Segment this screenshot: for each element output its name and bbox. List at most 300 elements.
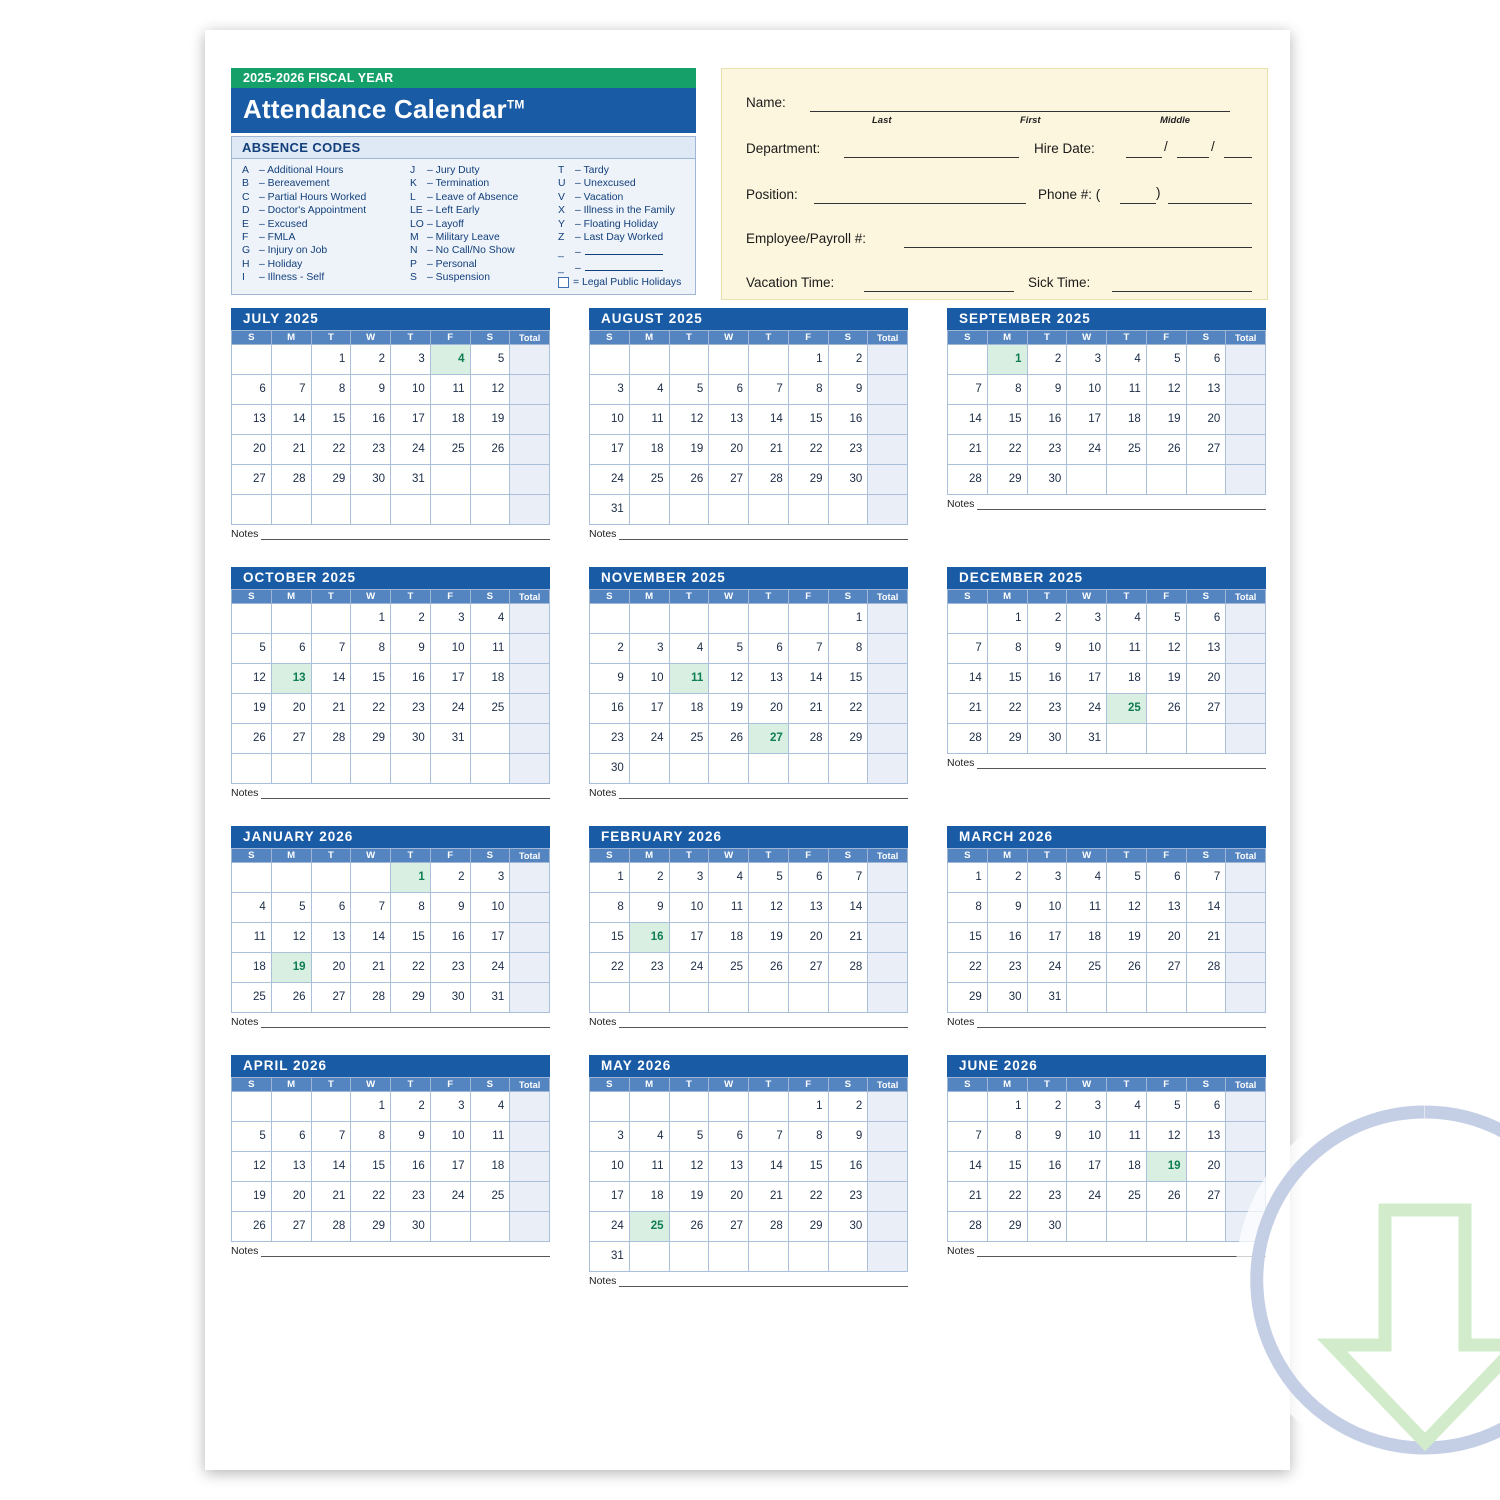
day-cell[interactable]: 9 bbox=[828, 1122, 868, 1152]
day-cell[interactable]: 10 bbox=[1067, 1122, 1107, 1152]
day-cell[interactable]: 18 bbox=[470, 1152, 510, 1182]
day-cell[interactable] bbox=[590, 345, 630, 375]
day-cell[interactable]: 8 bbox=[948, 893, 988, 923]
day-cell[interactable]: 5 bbox=[232, 634, 272, 664]
day-cell[interactable]: 14 bbox=[749, 405, 789, 435]
day-cell[interactable]: 27 bbox=[271, 724, 311, 754]
day-cell[interactable]: 29 bbox=[987, 724, 1027, 754]
day-cell[interactable]: 31 bbox=[1067, 724, 1107, 754]
day-cell[interactable] bbox=[629, 495, 669, 525]
day-cell[interactable]: 10 bbox=[430, 1122, 470, 1152]
day-cell[interactable]: 15 bbox=[987, 405, 1027, 435]
day-cell[interactable]: 23 bbox=[828, 1182, 868, 1212]
day-cell[interactable]: 6 bbox=[1186, 604, 1226, 634]
week-total-cell[interactable] bbox=[510, 893, 550, 923]
blank-code-line[interactable] bbox=[585, 244, 663, 255]
day-cell[interactable] bbox=[590, 1092, 630, 1122]
day-cell[interactable]: 4 bbox=[669, 634, 709, 664]
week-total-cell[interactable] bbox=[868, 724, 908, 754]
day-cell[interactable]: 15 bbox=[788, 405, 828, 435]
day-cell[interactable]: 15 bbox=[351, 1152, 391, 1182]
day-cell[interactable]: 20 bbox=[232, 435, 272, 465]
day-cell[interactable] bbox=[1067, 983, 1107, 1013]
day-cell[interactable] bbox=[669, 754, 709, 784]
day-cell[interactable]: 21 bbox=[749, 435, 789, 465]
day-cell[interactable]: 1 bbox=[311, 345, 351, 375]
day-cell[interactable]: 11 bbox=[1067, 893, 1107, 923]
day-cell[interactable]: 24 bbox=[391, 435, 431, 465]
day-cell[interactable] bbox=[590, 983, 630, 1013]
day-cell[interactable] bbox=[391, 754, 431, 784]
day-cell[interactable] bbox=[271, 754, 311, 784]
day-cell[interactable]: 16 bbox=[828, 1152, 868, 1182]
day-cell[interactable]: 15 bbox=[987, 1152, 1027, 1182]
day-cell[interactable] bbox=[232, 754, 272, 784]
day-cell[interactable]: 4 bbox=[470, 604, 510, 634]
day-cell[interactable]: 12 bbox=[232, 1152, 272, 1182]
day-cell[interactable]: 30 bbox=[828, 1212, 868, 1242]
day-cell[interactable]: 29 bbox=[351, 724, 391, 754]
day-cell[interactable]: 14 bbox=[948, 405, 988, 435]
day-cell[interactable]: 2 bbox=[1027, 604, 1067, 634]
day-cell[interactable] bbox=[271, 604, 311, 634]
day-cell[interactable] bbox=[629, 754, 669, 784]
payroll-input[interactable] bbox=[904, 232, 1252, 248]
week-total-cell[interactable] bbox=[868, 953, 908, 983]
hire-date-day-input[interactable] bbox=[1177, 142, 1209, 158]
day-cell[interactable]: 13 bbox=[788, 893, 828, 923]
day-cell[interactable]: 2 bbox=[629, 863, 669, 893]
notes-input[interactable] bbox=[261, 528, 550, 540]
day-cell[interactable] bbox=[232, 495, 272, 525]
day-cell[interactable]: 7 bbox=[828, 863, 868, 893]
day-cell[interactable]: 10 bbox=[1027, 893, 1067, 923]
day-cell[interactable]: 30 bbox=[1027, 724, 1067, 754]
day-cell[interactable]: 17 bbox=[430, 664, 470, 694]
day-cell[interactable]: 27 bbox=[271, 1212, 311, 1242]
day-cell[interactable] bbox=[709, 495, 749, 525]
day-cell[interactable] bbox=[669, 983, 709, 1013]
day-cell[interactable]: 6 bbox=[788, 863, 828, 893]
week-total-cell[interactable] bbox=[868, 465, 908, 495]
day-cell[interactable]: 26 bbox=[1107, 953, 1147, 983]
week-total-cell[interactable] bbox=[1226, 863, 1266, 893]
day-cell[interactable] bbox=[1067, 465, 1107, 495]
day-cell[interactable]: 28 bbox=[311, 1212, 351, 1242]
day-cell[interactable]: 16 bbox=[351, 405, 391, 435]
day-cell[interactable]: 29 bbox=[391, 983, 431, 1013]
day-cell[interactable]: 18 bbox=[629, 1182, 669, 1212]
day-cell[interactable]: 1 bbox=[391, 863, 431, 893]
day-cell[interactable]: 4 bbox=[1107, 1092, 1147, 1122]
day-cell[interactable]: 17 bbox=[590, 435, 630, 465]
day-cell[interactable]: 4 bbox=[470, 1092, 510, 1122]
vacation-time-input[interactable] bbox=[864, 276, 1014, 292]
day-cell[interactable]: 3 bbox=[1067, 604, 1107, 634]
day-cell[interactable]: 5 bbox=[1146, 1092, 1186, 1122]
week-total-cell[interactable] bbox=[510, 1092, 550, 1122]
day-cell[interactable]: 3 bbox=[590, 375, 630, 405]
day-cell[interactable]: 24 bbox=[1067, 435, 1107, 465]
day-cell[interactable]: 18 bbox=[1067, 923, 1107, 953]
day-cell[interactable]: 10 bbox=[391, 375, 431, 405]
day-cell[interactable]: 20 bbox=[311, 953, 351, 983]
day-cell[interactable]: 7 bbox=[1186, 863, 1226, 893]
day-cell[interactable]: 8 bbox=[311, 375, 351, 405]
day-cell[interactable] bbox=[271, 1092, 311, 1122]
day-cell[interactable]: 30 bbox=[590, 754, 630, 784]
week-total-cell[interactable] bbox=[1226, 953, 1266, 983]
day-cell[interactable]: 20 bbox=[749, 694, 789, 724]
day-cell[interactable]: 6 bbox=[311, 893, 351, 923]
day-cell[interactable]: 5 bbox=[709, 634, 749, 664]
day-cell[interactable]: 19 bbox=[470, 405, 510, 435]
day-cell[interactable]: 13 bbox=[749, 664, 789, 694]
day-cell[interactable]: 26 bbox=[271, 983, 311, 1013]
day-cell[interactable]: 20 bbox=[271, 1182, 311, 1212]
day-cell[interactable]: 27 bbox=[1186, 694, 1226, 724]
day-cell[interactable]: 19 bbox=[669, 1182, 709, 1212]
day-cell[interactable]: 27 bbox=[788, 953, 828, 983]
day-cell[interactable]: 22 bbox=[391, 953, 431, 983]
day-cell[interactable]: 8 bbox=[590, 893, 630, 923]
day-cell[interactable]: 20 bbox=[271, 694, 311, 724]
day-cell[interactable]: 14 bbox=[948, 1152, 988, 1182]
phone-area-input[interactable] bbox=[1120, 188, 1156, 204]
week-total-cell[interactable] bbox=[868, 664, 908, 694]
day-cell[interactable] bbox=[629, 604, 669, 634]
day-cell[interactable]: 25 bbox=[470, 694, 510, 724]
day-cell[interactable]: 15 bbox=[987, 664, 1027, 694]
day-cell[interactable] bbox=[629, 983, 669, 1013]
day-cell[interactable]: 12 bbox=[1146, 375, 1186, 405]
day-cell[interactable]: 25 bbox=[430, 435, 470, 465]
day-cell[interactable]: 4 bbox=[1107, 604, 1147, 634]
day-cell[interactable]: 7 bbox=[948, 1122, 988, 1152]
day-cell[interactable]: 28 bbox=[828, 953, 868, 983]
sick-time-input[interactable] bbox=[1112, 276, 1252, 292]
department-input[interactable] bbox=[844, 142, 1019, 158]
day-cell[interactable] bbox=[948, 1092, 988, 1122]
day-cell[interactable]: 4 bbox=[430, 345, 470, 375]
day-cell[interactable]: 30 bbox=[351, 465, 391, 495]
day-cell[interactable]: 2 bbox=[391, 1092, 431, 1122]
day-cell[interactable] bbox=[749, 495, 789, 525]
day-cell[interactable]: 9 bbox=[987, 893, 1027, 923]
day-cell[interactable]: 10 bbox=[470, 893, 510, 923]
week-total-cell[interactable] bbox=[510, 495, 550, 525]
day-cell[interactable] bbox=[749, 1242, 789, 1272]
day-cell[interactable]: 14 bbox=[311, 1152, 351, 1182]
day-cell[interactable]: 8 bbox=[351, 634, 391, 664]
day-cell[interactable]: 27 bbox=[1146, 953, 1186, 983]
day-cell[interactable]: 22 bbox=[987, 1182, 1027, 1212]
day-cell[interactable]: 27 bbox=[1186, 1182, 1226, 1212]
day-cell[interactable]: 12 bbox=[470, 375, 510, 405]
day-cell[interactable]: 17 bbox=[629, 694, 669, 724]
day-cell[interactable] bbox=[470, 495, 510, 525]
day-cell[interactable] bbox=[669, 1242, 709, 1272]
day-cell[interactable] bbox=[828, 1242, 868, 1272]
day-cell[interactable]: 1 bbox=[788, 1092, 828, 1122]
day-cell[interactable]: 17 bbox=[669, 923, 709, 953]
day-cell[interactable]: 31 bbox=[590, 495, 630, 525]
day-cell[interactable]: 9 bbox=[590, 664, 630, 694]
notes-input[interactable] bbox=[977, 1245, 1266, 1257]
day-cell[interactable] bbox=[709, 983, 749, 1013]
week-total-cell[interactable] bbox=[1226, 435, 1266, 465]
day-cell[interactable]: 25 bbox=[1107, 694, 1147, 724]
day-cell[interactable]: 12 bbox=[1146, 634, 1186, 664]
day-cell[interactable] bbox=[709, 345, 749, 375]
day-cell[interactable]: 23 bbox=[590, 724, 630, 754]
week-total-cell[interactable] bbox=[868, 375, 908, 405]
week-total-cell[interactable] bbox=[1226, 724, 1266, 754]
day-cell[interactable]: 11 bbox=[232, 923, 272, 953]
week-total-cell[interactable] bbox=[1226, 923, 1266, 953]
day-cell[interactable]: 6 bbox=[271, 1122, 311, 1152]
day-cell[interactable] bbox=[391, 495, 431, 525]
day-cell[interactable]: 23 bbox=[1027, 1182, 1067, 1212]
day-cell[interactable]: 13 bbox=[1146, 893, 1186, 923]
day-cell[interactable]: 17 bbox=[470, 923, 510, 953]
day-cell[interactable]: 6 bbox=[1146, 863, 1186, 893]
day-cell[interactable]: 9 bbox=[391, 634, 431, 664]
day-cell[interactable]: 5 bbox=[669, 375, 709, 405]
day-cell[interactable]: 30 bbox=[391, 724, 431, 754]
day-cell[interactable]: 11 bbox=[1107, 375, 1147, 405]
day-cell[interactable]: 5 bbox=[669, 1122, 709, 1152]
day-cell[interactable]: 19 bbox=[709, 694, 749, 724]
day-cell[interactable]: 2 bbox=[1027, 345, 1067, 375]
day-cell[interactable]: 25 bbox=[669, 724, 709, 754]
day-cell[interactable]: 6 bbox=[709, 375, 749, 405]
week-total-cell[interactable] bbox=[868, 634, 908, 664]
day-cell[interactable]: 2 bbox=[828, 345, 868, 375]
day-cell[interactable]: 8 bbox=[351, 1122, 391, 1152]
day-cell[interactable] bbox=[629, 1092, 669, 1122]
notes-input[interactable] bbox=[619, 1275, 908, 1287]
day-cell[interactable]: 8 bbox=[828, 634, 868, 664]
day-cell[interactable]: 25 bbox=[1107, 1182, 1147, 1212]
day-cell[interactable]: 18 bbox=[669, 694, 709, 724]
day-cell[interactable]: 13 bbox=[709, 1152, 749, 1182]
day-cell[interactable]: 25 bbox=[470, 1182, 510, 1212]
notes-input[interactable] bbox=[261, 1016, 550, 1028]
day-cell[interactable]: 9 bbox=[629, 893, 669, 923]
day-cell[interactable]: 16 bbox=[1027, 405, 1067, 435]
day-cell[interactable]: 24 bbox=[629, 724, 669, 754]
day-cell[interactable]: 10 bbox=[629, 664, 669, 694]
day-cell[interactable]: 19 bbox=[749, 923, 789, 953]
day-cell[interactable]: 3 bbox=[1067, 1092, 1107, 1122]
day-cell[interactable]: 29 bbox=[311, 465, 351, 495]
day-cell[interactable]: 28 bbox=[749, 1212, 789, 1242]
week-total-cell[interactable] bbox=[510, 405, 550, 435]
day-cell[interactable]: 13 bbox=[311, 923, 351, 953]
day-cell[interactable]: 21 bbox=[828, 923, 868, 953]
day-cell[interactable]: 29 bbox=[987, 1212, 1027, 1242]
day-cell[interactable]: 25 bbox=[629, 1212, 669, 1242]
day-cell[interactable]: 9 bbox=[1027, 1122, 1067, 1152]
day-cell[interactable]: 5 bbox=[470, 345, 510, 375]
day-cell[interactable]: 27 bbox=[749, 724, 789, 754]
day-cell[interactable]: 19 bbox=[1146, 405, 1186, 435]
day-cell[interactable] bbox=[430, 754, 470, 784]
week-total-cell[interactable] bbox=[510, 1182, 550, 1212]
day-cell[interactable] bbox=[232, 604, 272, 634]
day-cell[interactable]: 17 bbox=[391, 405, 431, 435]
notes-input[interactable] bbox=[619, 528, 908, 540]
day-cell[interactable] bbox=[1107, 1212, 1147, 1242]
name-input[interactable] bbox=[810, 96, 1230, 112]
day-cell[interactable]: 18 bbox=[1107, 664, 1147, 694]
day-cell[interactable]: 2 bbox=[987, 863, 1027, 893]
day-cell[interactable]: 21 bbox=[788, 694, 828, 724]
day-cell[interactable]: 24 bbox=[470, 953, 510, 983]
notes-input[interactable] bbox=[261, 1245, 550, 1257]
day-cell[interactable]: 10 bbox=[430, 634, 470, 664]
week-total-cell[interactable] bbox=[868, 983, 908, 1013]
day-cell[interactable]: 22 bbox=[987, 435, 1027, 465]
day-cell[interactable] bbox=[1107, 465, 1147, 495]
week-total-cell[interactable] bbox=[510, 604, 550, 634]
day-cell[interactable]: 10 bbox=[669, 893, 709, 923]
day-cell[interactable]: 22 bbox=[948, 953, 988, 983]
day-cell[interactable] bbox=[788, 495, 828, 525]
day-cell[interactable] bbox=[828, 495, 868, 525]
day-cell[interactable]: 21 bbox=[271, 435, 311, 465]
day-cell[interactable]: 2 bbox=[828, 1092, 868, 1122]
day-cell[interactable]: 3 bbox=[1027, 863, 1067, 893]
day-cell[interactable]: 16 bbox=[590, 694, 630, 724]
day-cell[interactable] bbox=[1146, 465, 1186, 495]
day-cell[interactable]: 6 bbox=[749, 634, 789, 664]
day-cell[interactable] bbox=[1107, 983, 1147, 1013]
day-cell[interactable]: 18 bbox=[470, 664, 510, 694]
day-cell[interactable]: 6 bbox=[1186, 1092, 1226, 1122]
day-cell[interactable] bbox=[311, 604, 351, 634]
day-cell[interactable]: 7 bbox=[948, 375, 988, 405]
week-total-cell[interactable] bbox=[1226, 634, 1266, 664]
week-total-cell[interactable] bbox=[510, 634, 550, 664]
day-cell[interactable]: 3 bbox=[470, 863, 510, 893]
day-cell[interactable] bbox=[470, 465, 510, 495]
day-cell[interactable]: 12 bbox=[749, 893, 789, 923]
week-total-cell[interactable] bbox=[1226, 345, 1266, 375]
day-cell[interactable] bbox=[351, 495, 391, 525]
phone-number-input[interactable] bbox=[1168, 188, 1252, 204]
day-cell[interactable]: 15 bbox=[311, 405, 351, 435]
day-cell[interactable] bbox=[749, 983, 789, 1013]
day-cell[interactable]: 25 bbox=[709, 953, 749, 983]
day-cell[interactable]: 9 bbox=[351, 375, 391, 405]
day-cell[interactable]: 31 bbox=[590, 1242, 630, 1272]
day-cell[interactable] bbox=[271, 863, 311, 893]
day-cell[interactable]: 9 bbox=[430, 893, 470, 923]
day-cell[interactable]: 12 bbox=[232, 664, 272, 694]
day-cell[interactable]: 18 bbox=[1107, 1152, 1147, 1182]
day-cell[interactable]: 5 bbox=[749, 863, 789, 893]
day-cell[interactable]: 11 bbox=[629, 405, 669, 435]
day-cell[interactable]: 14 bbox=[948, 664, 988, 694]
day-cell[interactable]: 1 bbox=[828, 604, 868, 634]
day-cell[interactable]: 4 bbox=[232, 893, 272, 923]
day-cell[interactable]: 10 bbox=[590, 1152, 630, 1182]
day-cell[interactable]: 23 bbox=[629, 953, 669, 983]
day-cell[interactable]: 1 bbox=[987, 1092, 1027, 1122]
week-total-cell[interactable] bbox=[1226, 375, 1266, 405]
week-total-cell[interactable] bbox=[510, 923, 550, 953]
day-cell[interactable]: 21 bbox=[948, 694, 988, 724]
day-cell[interactable]: 26 bbox=[232, 1212, 272, 1242]
day-cell[interactable]: 30 bbox=[987, 983, 1027, 1013]
day-cell[interactable]: 26 bbox=[1146, 694, 1186, 724]
day-cell[interactable] bbox=[271, 345, 311, 375]
day-cell[interactable]: 14 bbox=[749, 1152, 789, 1182]
day-cell[interactable]: 4 bbox=[1107, 345, 1147, 375]
day-cell[interactable]: 8 bbox=[391, 893, 431, 923]
day-cell[interactable]: 26 bbox=[709, 724, 749, 754]
week-total-cell[interactable] bbox=[1226, 694, 1266, 724]
day-cell[interactable] bbox=[669, 495, 709, 525]
week-total-cell[interactable] bbox=[510, 345, 550, 375]
day-cell[interactable]: 29 bbox=[828, 724, 868, 754]
day-cell[interactable]: 2 bbox=[1027, 1092, 1067, 1122]
week-total-cell[interactable] bbox=[1226, 983, 1266, 1013]
week-total-cell[interactable] bbox=[868, 405, 908, 435]
day-cell[interactable]: 13 bbox=[709, 405, 749, 435]
day-cell[interactable]: 2 bbox=[351, 345, 391, 375]
day-cell[interactable]: 1 bbox=[351, 1092, 391, 1122]
week-total-cell[interactable] bbox=[868, 1092, 908, 1122]
day-cell[interactable]: 3 bbox=[430, 1092, 470, 1122]
week-total-cell[interactable] bbox=[868, 435, 908, 465]
day-cell[interactable]: 27 bbox=[1186, 435, 1226, 465]
day-cell[interactable]: 7 bbox=[749, 375, 789, 405]
day-cell[interactable]: 28 bbox=[749, 465, 789, 495]
day-cell[interactable]: 11 bbox=[1107, 634, 1147, 664]
day-cell[interactable]: 28 bbox=[311, 724, 351, 754]
day-cell[interactable]: 6 bbox=[232, 375, 272, 405]
day-cell[interactable]: 16 bbox=[1027, 1152, 1067, 1182]
day-cell[interactable] bbox=[590, 604, 630, 634]
day-cell[interactable] bbox=[470, 1212, 510, 1242]
day-cell[interactable]: 13 bbox=[271, 664, 311, 694]
week-total-cell[interactable] bbox=[1226, 1122, 1266, 1152]
day-cell[interactable]: 12 bbox=[669, 1152, 709, 1182]
day-cell[interactable] bbox=[709, 1242, 749, 1272]
notes-input[interactable] bbox=[977, 498, 1266, 510]
day-cell[interactable]: 23 bbox=[1027, 435, 1067, 465]
day-cell[interactable]: 18 bbox=[232, 953, 272, 983]
day-cell[interactable]: 7 bbox=[271, 375, 311, 405]
week-total-cell[interactable] bbox=[510, 465, 550, 495]
week-total-cell[interactable] bbox=[868, 1122, 908, 1152]
day-cell[interactable] bbox=[788, 604, 828, 634]
day-cell[interactable]: 7 bbox=[311, 634, 351, 664]
day-cell[interactable] bbox=[470, 724, 510, 754]
day-cell[interactable]: 11 bbox=[629, 1152, 669, 1182]
day-cell[interactable]: 28 bbox=[351, 983, 391, 1013]
day-cell[interactable]: 27 bbox=[709, 1212, 749, 1242]
day-cell[interactable]: 28 bbox=[948, 724, 988, 754]
day-cell[interactable]: 16 bbox=[1027, 664, 1067, 694]
week-total-cell[interactable] bbox=[510, 953, 550, 983]
day-cell[interactable]: 21 bbox=[351, 953, 391, 983]
day-cell[interactable] bbox=[629, 1242, 669, 1272]
day-cell[interactable] bbox=[749, 345, 789, 375]
